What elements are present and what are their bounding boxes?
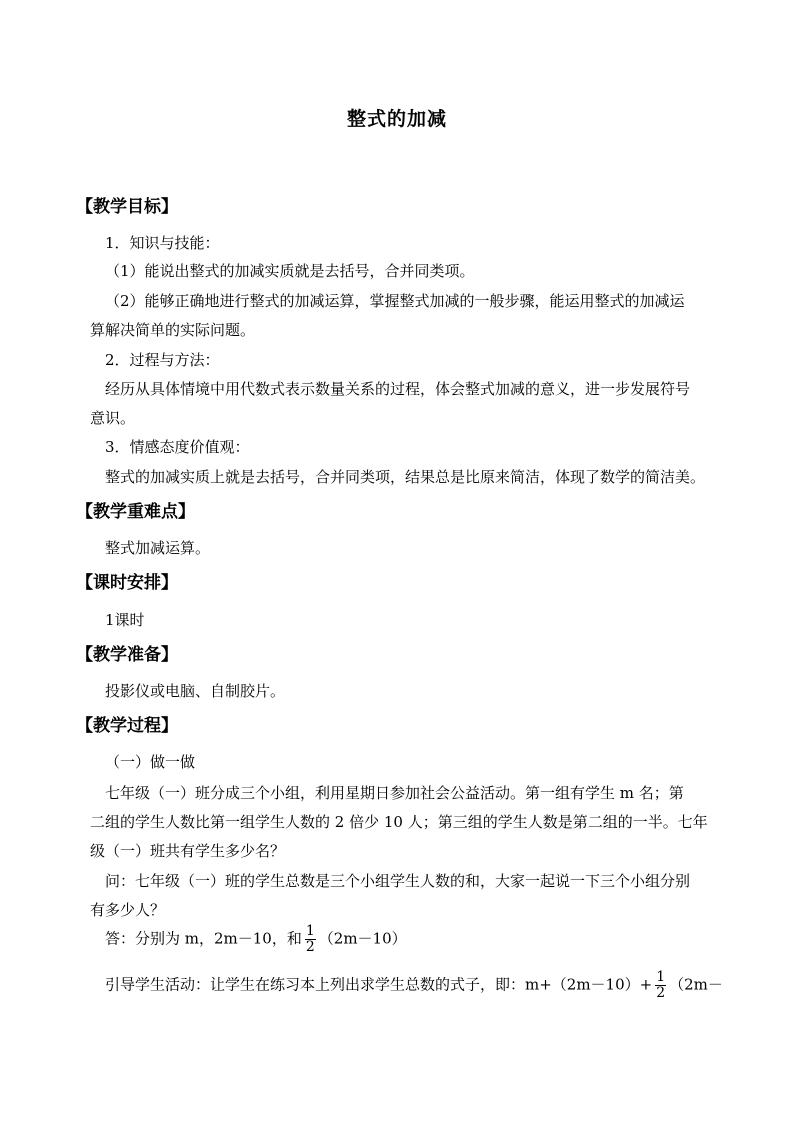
heading-preparation: 【教学准备】 (76, 645, 178, 665)
schedule-text: 1课时 (105, 611, 145, 629)
goal-item-2-line-1: 经历从具体情境中用代数式表示数量关系的过程，体会整式加减的意义，进一步发展符号 (105, 380, 691, 398)
heading-goals: 【教学目标】 (76, 197, 178, 217)
guide-suffix: （2m－ (669, 975, 723, 994)
goal-item-1-1: （1）能说出整式的加减实质就是去括号，合并同类项。 (105, 262, 475, 280)
answer-prefix: 答：分别为 m，2m－10，和 (105, 929, 302, 948)
process-paragraph-1-line-2: 二组的学生人数比第一组学生人数的 2 倍少 10 人；第三组的学生人数是第二组的一半。七年 (90, 813, 708, 831)
process-paragraph-1-line-3: 级（一）班共有学生多少名？ (90, 842, 286, 860)
process-paragraph-2-line-1: 问：七年级（一）班的学生总数是三个小组学生人数的和，大家一起说一下三个小组分别 (105, 872, 691, 890)
answer-line (105, 924, 407, 955)
fraction-one-half-2 (655, 970, 666, 1001)
goal-item-3-line-1: 整式的加减实质上就是去括号，合并同类项，结果总是比原来简洁，体现了数学的简洁美。 (105, 468, 706, 486)
preparation-text: 投影仪或电脑、自制胶片。 (105, 682, 286, 700)
goal-item-1-2-line-1: （2）能够正确地进行整式的加减运算，掌握整式加减的一般步骤，能运用整式的加减运 (105, 292, 685, 310)
fraction-numerator: 1 (305, 923, 315, 939)
key-points-text: 整式加减运算。 (105, 539, 211, 557)
process-paragraph-1-line-1: 七年级（一）班分成三个小组，利用星期日参加社会公益活动。第一组有学生 m 名；第 (105, 784, 684, 802)
goal-item-1-2-line-2: 算解决简单的实际问题。 (90, 321, 256, 339)
guide-prefix: 引导学生活动：让学生在练习本上列出求学生总数的式子，即：m+（2m－10）+ (105, 975, 653, 994)
heading-schedule: 【课时安排】 (76, 573, 178, 593)
fraction-denominator: 2 (305, 939, 315, 955)
fraction-numerator-2: 1 (656, 969, 666, 985)
guide-line (105, 970, 723, 1001)
process-subheading-1: （一）做一做 (105, 753, 196, 771)
goal-item-2: 2．过程与方法： (105, 351, 220, 369)
heading-key-points: 【教学重难点】 (76, 502, 195, 522)
goal-item-2-line-2: 意识。 (90, 409, 136, 427)
goal-item-3: 3．情感态度价值观： (105, 438, 250, 456)
answer-suffix: （2m－10） (318, 929, 407, 948)
fraction-denominator-2: 2 (656, 985, 666, 1001)
process-paragraph-2-line-2: 有多少人？ (90, 901, 166, 919)
heading-process: 【教学过程】 (76, 716, 178, 736)
fraction-one-half (305, 924, 316, 955)
document-title: 整式的加减 (346, 108, 447, 130)
goal-item-1: 1．知识与技能： (105, 234, 220, 252)
